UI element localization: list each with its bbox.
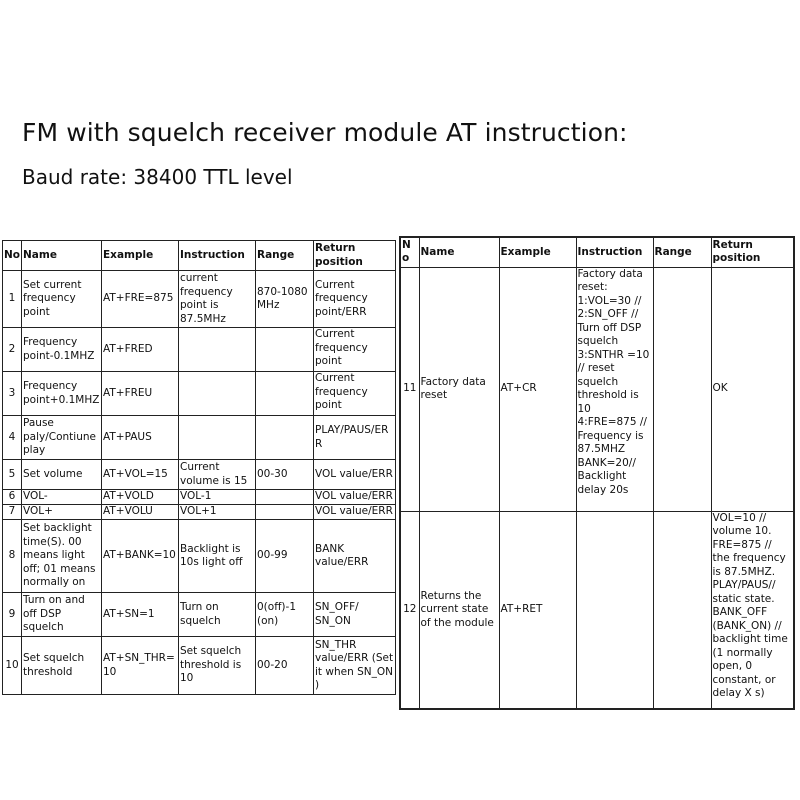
cell-name: VOL+ bbox=[22, 505, 102, 520]
cell-no: 5 bbox=[3, 460, 22, 490]
header-example: Example bbox=[102, 241, 179, 271]
cell-example: AT+PAUS bbox=[102, 416, 179, 460]
table-row bbox=[3, 505, 396, 520]
cell-no: 3 bbox=[3, 372, 22, 416]
cell-range bbox=[653, 511, 711, 709]
cell-example: AT+VOL=15 bbox=[102, 460, 179, 490]
header-return: Return position bbox=[711, 237, 794, 267]
cell-no: 7 bbox=[3, 505, 22, 520]
cell-range: 00-99 bbox=[256, 520, 314, 593]
header-range: Range bbox=[653, 237, 711, 267]
table-row bbox=[3, 637, 396, 695]
cell-instruction: current frequency point is 87.5MHz bbox=[179, 271, 256, 328]
cell-name: Set volume bbox=[22, 460, 102, 490]
cell-name: Frequency point-0.1MHZ bbox=[22, 328, 102, 372]
cell-example: AT+SN=1 bbox=[102, 593, 179, 637]
cell-instruction bbox=[179, 328, 256, 372]
cell-name: Turn on and off DSP squelch bbox=[22, 593, 102, 637]
table-row bbox=[400, 511, 794, 709]
table-row bbox=[3, 460, 396, 490]
cell-range bbox=[256, 505, 314, 520]
page-title: FM with squelch receiver module AT instruction: bbox=[22, 118, 628, 147]
header-instruction: Instruction bbox=[179, 241, 256, 271]
instruction-table-right bbox=[399, 236, 795, 710]
cell-return: BANK value/ERR bbox=[314, 520, 396, 593]
cell-instruction bbox=[179, 372, 256, 416]
cell-return: PLAY/PAUS/ERR bbox=[314, 416, 396, 460]
cell-no: 8 bbox=[3, 520, 22, 593]
header-instruction: Instruction bbox=[576, 237, 653, 267]
cell-instruction bbox=[179, 416, 256, 460]
cell-instruction: VOL-1 bbox=[179, 490, 256, 505]
cell-name: VOL- bbox=[22, 490, 102, 505]
table-row bbox=[3, 372, 396, 416]
cell-example: AT+BANK=10 bbox=[102, 520, 179, 593]
table-header-row bbox=[3, 241, 396, 271]
cell-range: 870-1080 MHz bbox=[256, 271, 314, 328]
cell-range: 0(off)-1 (on) bbox=[256, 593, 314, 637]
cell-instruction: Set squelch threshold is 10 bbox=[179, 637, 256, 695]
header-name: Name bbox=[419, 237, 499, 267]
cell-return: VOL value/ERR bbox=[314, 460, 396, 490]
cell-return: OK bbox=[711, 267, 794, 511]
cell-name: Set squelch threshold bbox=[22, 637, 102, 695]
table-row bbox=[3, 271, 396, 328]
page-subtitle: Baud rate: 38400 TTL level bbox=[22, 165, 293, 189]
cell-no: 9 bbox=[3, 593, 22, 637]
cell-name: Frequency point+0.1MHZ bbox=[22, 372, 102, 416]
cell-example: AT+FREU bbox=[102, 372, 179, 416]
cell-name: Returns the current state of the module bbox=[419, 511, 499, 709]
cell-instruction: VOL+1 bbox=[179, 505, 256, 520]
cell-range bbox=[256, 372, 314, 416]
cell-name: Factory data reset bbox=[419, 267, 499, 511]
cell-instruction: Backlight is 10s light off bbox=[179, 520, 256, 593]
cell-return: Current frequency point bbox=[314, 328, 396, 372]
cell-example: AT+VOLU bbox=[102, 505, 179, 520]
cell-return: SN_THR value/ERR (Set it when SN_ON ) bbox=[314, 637, 396, 695]
cell-return: Current frequency point/ERR bbox=[314, 271, 396, 328]
cell-example: AT+CR bbox=[499, 267, 576, 511]
cell-no: 12 bbox=[400, 511, 419, 709]
cell-return: Current frequency point bbox=[314, 372, 396, 416]
header-no: No bbox=[3, 241, 22, 271]
cell-return: VOL=10 // volume 10. FRE=875 // the frequency is 87.5MHZ. PLAY/PAUS// static state. BANK_OFF (BANK_ON) // backlight time (1 normally open, 0 constant, or delay X s) bbox=[711, 511, 794, 709]
table-row bbox=[3, 416, 396, 460]
cell-no: 10 bbox=[3, 637, 22, 695]
cell-no: 1 bbox=[3, 271, 22, 328]
cell-return: SN_OFF/ SN_ON bbox=[314, 593, 396, 637]
cell-range bbox=[256, 328, 314, 372]
cell-no: 11 bbox=[400, 267, 419, 511]
cell-range bbox=[256, 416, 314, 460]
cell-example: AT+VOLD bbox=[102, 490, 179, 505]
cell-instruction bbox=[576, 511, 653, 709]
cell-instruction: Current volume is 15 bbox=[179, 460, 256, 490]
cell-no: 4 bbox=[3, 416, 22, 460]
cell-no: 6 bbox=[3, 490, 22, 505]
header-name: Name bbox=[22, 241, 102, 271]
instruction-table-left bbox=[2, 240, 396, 695]
table-row bbox=[3, 520, 396, 593]
header-no: No bbox=[400, 237, 419, 267]
table-header-row bbox=[400, 237, 794, 267]
cell-return: VOL value/ERR bbox=[314, 505, 396, 520]
table-row bbox=[3, 328, 396, 372]
cell-name: Set current frequency point bbox=[22, 271, 102, 328]
cell-return: VOL value/ERR bbox=[314, 490, 396, 505]
cell-name: Set backlight time(S). 00 means light off; 01 means normally on bbox=[22, 520, 102, 593]
cell-range bbox=[256, 490, 314, 505]
cell-example: AT+SN_THR=10 bbox=[102, 637, 179, 695]
cell-name: Pause paly/Contiune play bbox=[22, 416, 102, 460]
cell-range bbox=[653, 267, 711, 511]
cell-example: AT+FRE=875 bbox=[102, 271, 179, 328]
cell-example: AT+FRED bbox=[102, 328, 179, 372]
header-example: Example bbox=[499, 237, 576, 267]
header-range: Range bbox=[256, 241, 314, 271]
table-row bbox=[3, 490, 396, 505]
cell-no: 2 bbox=[3, 328, 22, 372]
cell-instruction: Factory data reset: 1:VOL=30 // 2:SN_OFF // Turn off DSP squelch 3:SNTHR =10 // reset squelch threshold is 10 4:FRE=875 // Frequency is 87.5MHZ BANK=20// Backlight delay 20s bbox=[576, 267, 653, 511]
cell-range: 00-30 bbox=[256, 460, 314, 490]
cell-instruction: Turn on squelch bbox=[179, 593, 256, 637]
table-row bbox=[3, 593, 396, 637]
cell-example: AT+RET bbox=[499, 511, 576, 709]
table-row bbox=[400, 267, 794, 511]
cell-range: 00-20 bbox=[256, 637, 314, 695]
header-return: Return position bbox=[314, 241, 396, 271]
